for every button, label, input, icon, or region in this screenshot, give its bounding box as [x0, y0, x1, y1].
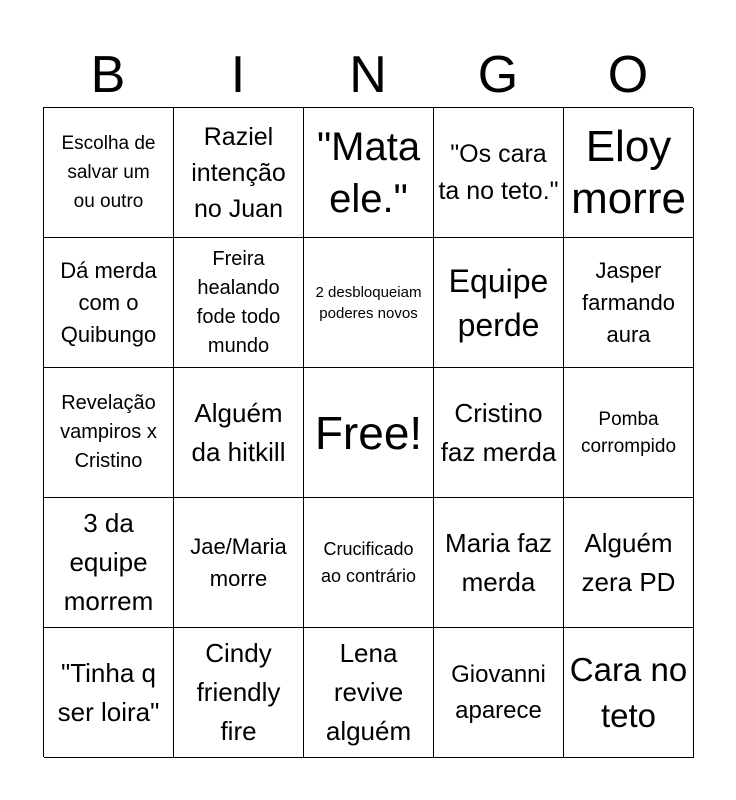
bingo-cell[interactable] [564, 108, 694, 238]
bingo-cell[interactable] [174, 628, 304, 758]
cell-text: Eloy morre [571, 121, 686, 223]
cell-text: "Tinha q ser loira" [57, 657, 160, 727]
cell-text: Raziel intenção no Juan [191, 122, 286, 223]
cell-text: "Os cara ta no teto." [438, 139, 559, 205]
bingo-cell[interactable] [434, 498, 564, 628]
bingo-grid [43, 107, 693, 757]
bingo-cell[interactable] [564, 238, 694, 368]
bingo-cell[interactable] [44, 628, 174, 758]
bingo-cell[interactable] [304, 498, 434, 628]
bingo-cell[interactable] [174, 238, 304, 368]
bingo-cell[interactable] [434, 108, 564, 238]
cell-text: Crucificado ao contrário [320, 538, 417, 586]
header-letter-i: I [230, 46, 246, 104]
bingo-cell[interactable] [44, 238, 174, 368]
cell-text: Alguém zera PD [581, 527, 676, 597]
bingo-cell[interactable] [434, 238, 564, 368]
bingo-cell[interactable] [44, 498, 174, 628]
cell-text: Equipe perde [448, 262, 549, 343]
cell-text: Cindy friendly fire [196, 638, 281, 746]
cell-text: Cara no teto [569, 650, 688, 734]
bingo-cell[interactable] [174, 368, 304, 498]
bingo-cell[interactable] [434, 368, 564, 498]
cell-text: Revelação vampiros x Cristino [60, 392, 157, 472]
header-letter-b: B [90, 46, 126, 104]
bingo-cell[interactable] [304, 368, 434, 498]
bingo-cell[interactable] [304, 108, 434, 238]
cell-text: Cristino faz merda [440, 397, 557, 467]
bingo-cell[interactable] [564, 498, 694, 628]
cell-text: Freira healando fode todo mundo [196, 247, 281, 357]
cell-text: "Mata ele." [316, 124, 421, 221]
header-letter-n: N [349, 46, 387, 104]
cell-text: Lena revive alguém [325, 638, 412, 746]
cell-text: Jasper farmando aura [582, 257, 675, 347]
cell-text: Giovanni aparece [451, 660, 546, 724]
cell-text: Maria faz merda [445, 527, 552, 597]
bingo-cell[interactable] [304, 238, 434, 368]
cell-text: 2 desbloqueiam poderes novos [315, 283, 422, 322]
bingo-header [43, 44, 693, 106]
cell-text: Pomba corrompido [580, 408, 677, 457]
bingo-cell[interactable] [174, 498, 304, 628]
bingo-cell[interactable] [434, 628, 564, 758]
bingo-cell[interactable] [304, 628, 434, 758]
cell-text: 3 da equipe morrem [63, 508, 154, 616]
bingo-cell[interactable] [174, 108, 304, 238]
cell-text: Free! [314, 406, 423, 459]
cell-text: Jae/Maria morre [190, 533, 287, 591]
bingo-cell[interactable] [44, 108, 174, 238]
cell-text: Alguém da hitkill [191, 397, 286, 467]
header-letter-g: G [477, 46, 519, 104]
bingo-cell[interactable] [44, 368, 174, 498]
bingo-cell[interactable] [564, 628, 694, 758]
cell-text: Escolha de salvar um ou outro [61, 133, 156, 212]
bingo-cell[interactable] [564, 368, 694, 498]
header-letter-o: O [607, 46, 649, 104]
cell-text: Dá merda com o Quibungo [60, 257, 157, 347]
